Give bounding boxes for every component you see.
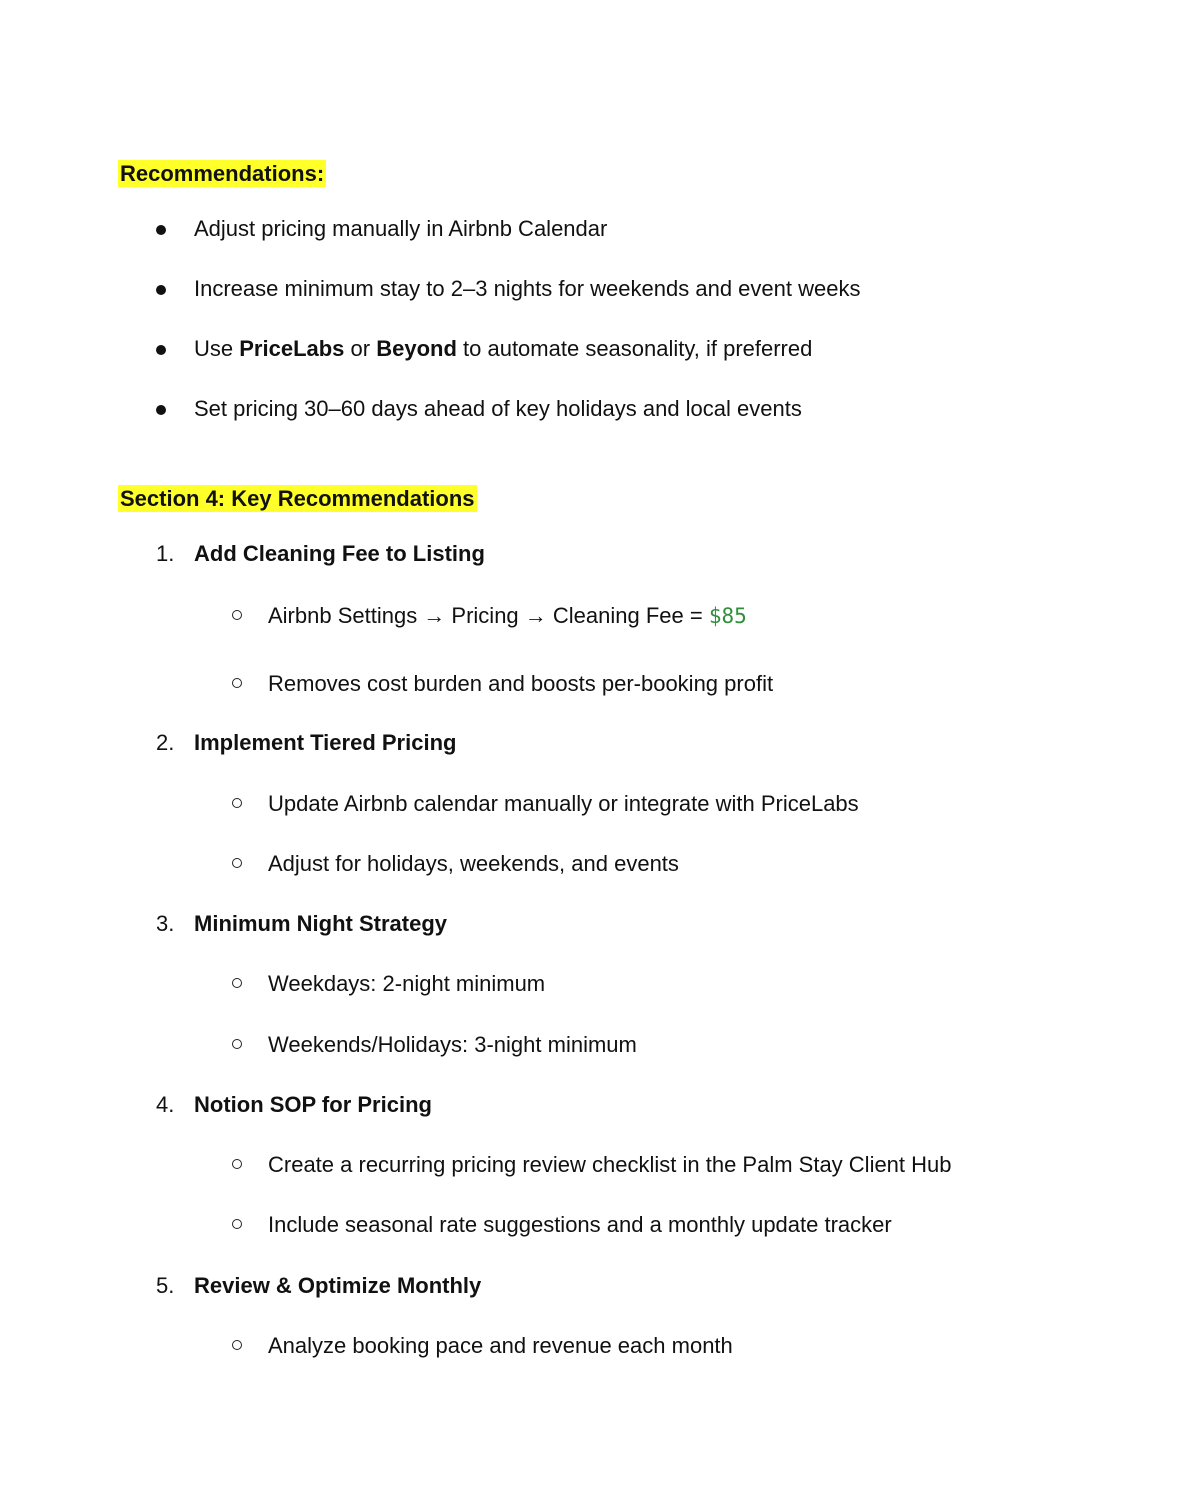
circle-bullet-icon <box>232 678 242 688</box>
sub-item: Airbnb Settings → Pricing → Cleaning Fee = $85 <box>268 603 747 628</box>
sub-item: Create a recurring pricing review checklist in the Palm Stay Client Hub <box>268 1152 952 1177</box>
sub-item: Analyze booking pace and revenue each month <box>268 1333 733 1358</box>
item-title: Notion SOP for Pricing <box>194 1092 432 1117</box>
recommendations-heading: Recommendations: <box>120 161 325 186</box>
item-number: 3. <box>156 911 175 936</box>
list-item: Set pricing 30–60 days ahead of key holidays and local events <box>194 396 802 421</box>
list-item: Increase minimum stay to 2–3 nights for weekends and event weeks <box>194 276 861 301</box>
list-item: Use PriceLabs or Beyond to automate seasonality, if preferred <box>194 336 813 361</box>
item-number: 1. <box>156 541 175 566</box>
item-number: 4. <box>156 1092 175 1117</box>
list-item: Adjust pricing manually in Airbnb Calendar <box>194 216 608 241</box>
circle-bullet-icon <box>232 1159 242 1169</box>
item-title: Add Cleaning Fee to Listing <box>194 541 485 566</box>
circle-bullet-icon <box>232 798 242 808</box>
sub-item: Removes cost burden and boosts per-booking profit <box>268 671 774 696</box>
sub-item: Adjust for holidays, weekends, and events <box>268 851 679 876</box>
circle-bullet-icon <box>232 610 242 620</box>
circle-bullet-icon <box>232 858 242 868</box>
item-number: 2. <box>156 730 175 755</box>
item-number: 5. <box>156 1273 175 1298</box>
sub-item: Include seasonal rate suggestions and a monthly update tracker <box>268 1212 892 1237</box>
bullet-icon <box>156 225 166 235</box>
circle-bullet-icon <box>232 1039 242 1049</box>
bullet-icon <box>156 285 166 295</box>
section-4-heading: Section 4: Key Recommendations <box>120 486 475 511</box>
item-title: Minimum Night Strategy <box>194 911 448 936</box>
item-title: Review & Optimize Monthly <box>194 1273 482 1298</box>
sub-item: Weekends/Holidays: 3-night minimum <box>268 1032 637 1057</box>
sub-item: Weekdays: 2-night minimum <box>268 971 546 996</box>
bullet-icon <box>156 405 166 415</box>
cleaning-fee-value: $85 <box>708 604 747 628</box>
circle-bullet-icon <box>232 978 242 988</box>
bullet-icon <box>156 345 166 355</box>
item-title: Implement Tiered Pricing <box>194 730 457 755</box>
circle-bullet-icon <box>232 1219 242 1229</box>
circle-bullet-icon <box>232 1340 242 1350</box>
sub-item: Update Airbnb calendar manually or integrate with PriceLabs <box>268 791 859 816</box>
